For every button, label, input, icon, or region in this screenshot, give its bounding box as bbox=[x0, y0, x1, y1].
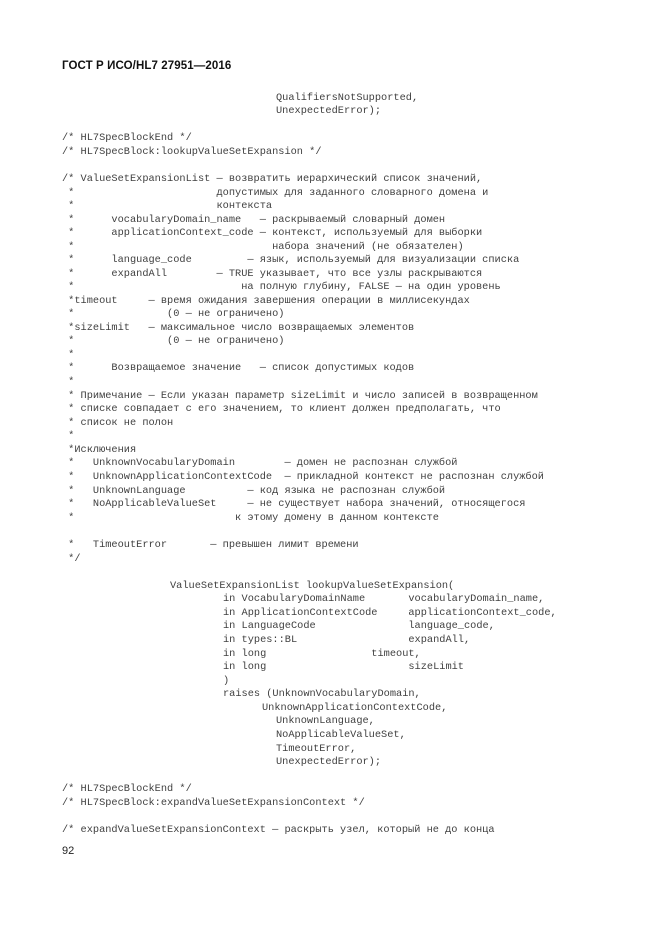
code-line: */ bbox=[62, 553, 81, 565]
code-line: /* HL7SpecBlock:expandValueSetExpansionContext */ bbox=[62, 797, 365, 809]
code-line: in VocabularyDomainName vocabularyDomain_name, bbox=[223, 593, 545, 605]
code-line: in ApplicationContextCode applicationContext_code, bbox=[223, 607, 557, 619]
code-line: UnknownApplicationContextCode, bbox=[262, 702, 448, 714]
code-line: /* HL7SpecBlock:lookupValueSetExpansion */ bbox=[62, 146, 322, 158]
code-line: /* ValueSetExpansionList — возвратить иерархический список значений, bbox=[62, 173, 483, 185]
code-line: * допустимых для заданного словарного домена и bbox=[62, 187, 489, 199]
code-line: * applicationContext_code — контекст, используемый для выборки bbox=[62, 227, 483, 239]
code-line: /* HL7SpecBlockEnd */ bbox=[62, 783, 192, 795]
code-line: * UnknownApplicationContextCode — прикладной контекст не распознан службой bbox=[62, 471, 544, 483]
code-line: *sizeLimit — максимальное число возвращаемых элементов bbox=[62, 322, 415, 334]
code-line: UnexpectedError); bbox=[276, 105, 382, 117]
code-line: * NoApplicableValueSet — не существует набора значений, относящегося bbox=[62, 498, 526, 510]
code-line: * vocabularyDomain_name — раскрываемый словарный домен bbox=[62, 214, 446, 226]
code-line: *Исключения bbox=[62, 444, 137, 456]
code-line: * bbox=[62, 430, 75, 442]
code-line: UnexpectedError); bbox=[276, 756, 382, 768]
code-line: * UnknownLanguage — код языка не распознан службой bbox=[62, 485, 446, 497]
code-line: * набора значений (не обязателен) bbox=[62, 241, 464, 253]
code-line: /* expandValueSetExpansionContext — раскрыть узел, который не до конца bbox=[62, 824, 495, 836]
page-number: 92 bbox=[62, 845, 75, 857]
code-line: * language_code — язык, используемый для визуализации списка bbox=[62, 254, 520, 266]
code-line: * (0 — не ограничено) bbox=[62, 308, 285, 320]
code-line: * к этому домену в данном контексте bbox=[62, 512, 439, 524]
code-line: NoApplicableValueSet, bbox=[276, 729, 406, 741]
code-line: UnknownLanguage, bbox=[276, 715, 375, 727]
code-line: * UnknownVocabularyDomain — домен не распознан службой bbox=[62, 457, 458, 469]
code-line: in long timeout, bbox=[223, 648, 421, 660]
code-line: in long sizeLimit bbox=[223, 661, 464, 673]
code-line: /* HL7SpecBlockEnd */ bbox=[62, 132, 192, 144]
code-line: *timeout — время ожидания завершения операции в миллисекундах bbox=[62, 295, 470, 307]
code-line: * bbox=[62, 349, 75, 361]
document-header: ГОСТ Р ИСО/HL7 27951—2016 bbox=[62, 60, 232, 72]
code-line: * (0 — не ограничено) bbox=[62, 335, 285, 347]
code-line: * списке совпадает с его значением, то клиент должен предполагать, что bbox=[62, 403, 501, 415]
code-line: * Возвращаемое значение — список допустимых кодов bbox=[62, 362, 415, 374]
code-line: * TimeoutError — превышен лимит времени bbox=[62, 539, 359, 551]
code-line: in LanguageCode language_code, bbox=[223, 620, 495, 632]
code-line: * expandAll — TRUE указывает, что все узлы раскрываются bbox=[62, 268, 483, 280]
code-line: raises (UnknownVocabularyDomain, bbox=[223, 688, 421, 700]
code-line: * bbox=[62, 376, 75, 388]
code-line: ) bbox=[223, 675, 230, 687]
code-line: ValueSetExpansionList lookupValueSetExpansion( bbox=[170, 580, 455, 592]
code-line: QualifiersNotSupported, bbox=[276, 92, 419, 104]
code-line: * Примечание — Если указан параметр sizeLimit и число записей в возвращенном bbox=[62, 390, 538, 402]
code-line: TimeoutError, bbox=[276, 743, 357, 755]
code-line: * на полную глубину, FALSE — на один уровень bbox=[62, 281, 501, 293]
code-line: in types::BL expandAll, bbox=[223, 634, 471, 646]
code-line: * контекста bbox=[62, 200, 273, 212]
code-line: * список не полон bbox=[62, 417, 174, 429]
